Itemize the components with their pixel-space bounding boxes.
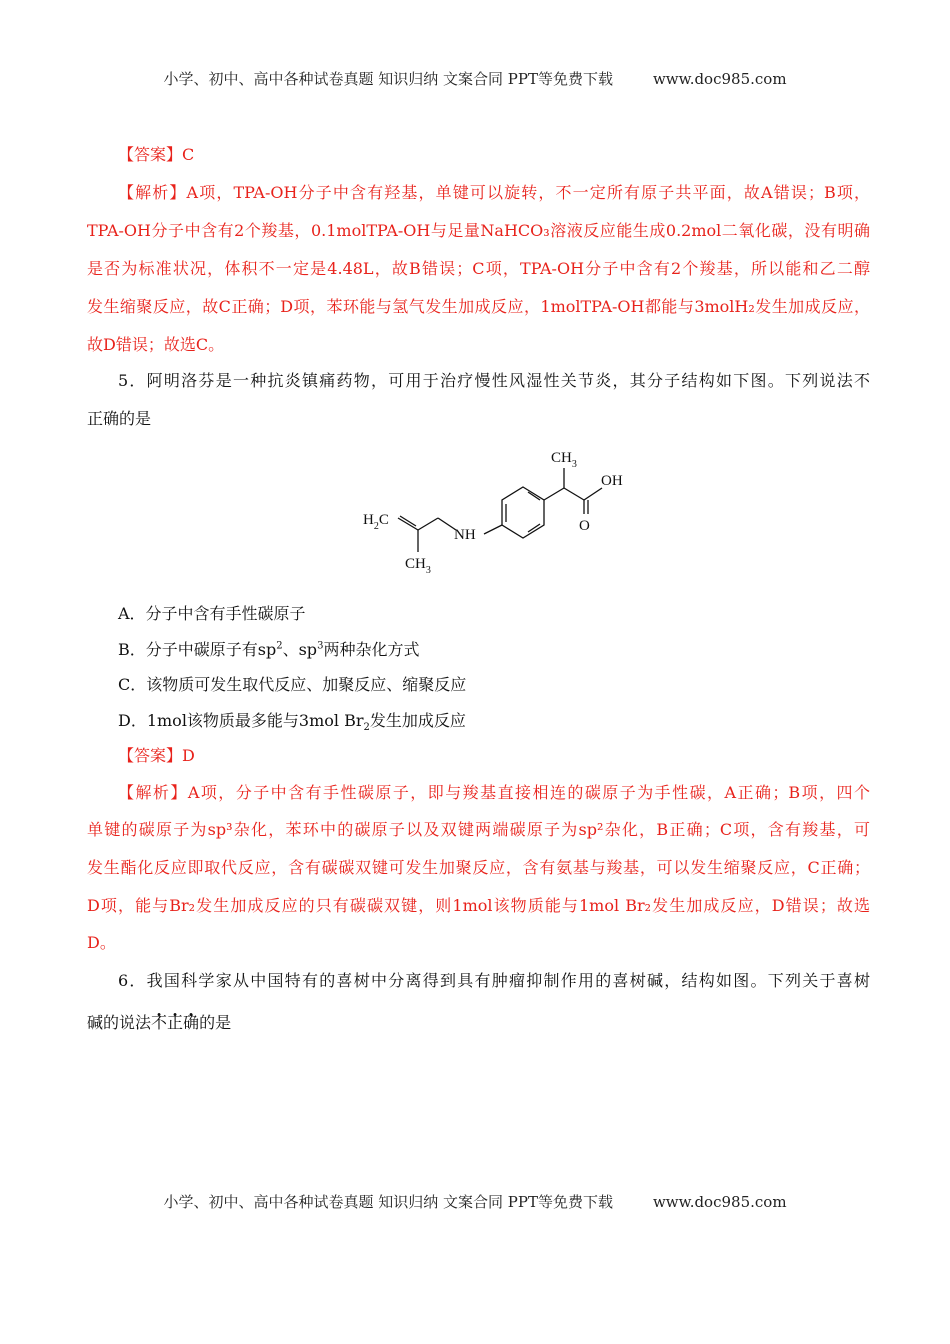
answer-value: D [182,746,195,765]
q4-analysis-line-2: TPA-OH分子中含有2个羧基，0.1molTPA-OH与足量NaHCO₃溶液反应能生成0.2mol二氧化碳，没有明确 [87,221,870,240]
analysis-tag: 【解析】 [118,183,187,202]
molecule-structure [350,442,670,582]
answer-tag: 【答案】 [118,145,183,164]
q4-analysis-line-5: 故D错误；故选C。 [87,335,225,354]
q4-analysis-line-3: 是否为标准状况，体积不一定是4.48L，故B错误；C项，TPA-OH分子中含有2个羧基，所以能和乙二醇 [87,259,870,278]
q6-stem-line-1: 6．我国科学家从中国特有的喜树中分离得到具有肿瘤抑制作用的喜树碱，结构如图。下列关于喜树 [118,971,870,990]
q4-analysis-line-4: 发生缩聚反应，故C正确；D项，苯环能与氢气发生加成反应，1molTPA-OH都能与3molH₂发生加成反应， [87,297,870,316]
q5-analysis-line-2: 单键的碳原子为sp³杂化，苯环中的碳原子以及双键两端碳原子为sp²杂化，B正确；C项，含有羧基，可 [87,820,870,839]
o-label: O [579,518,590,534]
oh-label: OH [601,473,623,489]
q5-option-c: C．该物质可发生取代反应、加聚反应、缩聚反应 [118,675,467,694]
q5-option-d: D．1mol该物质最多能与3mol $Br_2$发生加成反应 [118,711,466,734]
q5-stem-line-1: 5．阿明洛芬是一种抗炎镇痛药物，可用于治疗慢性风湿性关节炎，其分子结构如下图。下列说法不 [118,371,870,390]
q5-analysis-line-1: 【解析】A项，分子中含有手性碳原子，即与羧基直接相连的碳原子为手性碳，A正确；B项，四个 [118,783,870,802]
q4-answer [118,144,194,166]
page-footer [0,1191,950,1212]
ch3-bottom-label: $CH_3$ [405,556,431,576]
answer-value: C [182,145,195,164]
page-header [0,68,950,89]
h2c-label: $H_2C$ [363,512,389,532]
ch3-top-label: $CH_3$ [551,450,577,470]
q5-answer [118,745,195,767]
header-site: www.doc985.com [652,70,787,88]
footer-text: 小学、初中、高中各种试卷真题 知识归纳 文案合同 PPT等免费下载 [163,1193,613,1211]
q5-analysis-line-3: 发生酯化反应即取代反应，含有碳碳双键可发生加聚反应，含有氨基与羧基，可以发生缩聚反应，C正确； [87,858,870,877]
q5-analysis-line-4: D项，能与Br₂发生加成反应的只有碳碳双键，则1mol该物质能与1mol Br₂发生加成反应，D错误；故选 [87,896,870,915]
q5-option-a: A．分子中含有手性碳原子 [118,604,306,623]
q5-stem-line-2: 正确的是 [87,409,152,428]
nh-label: NH [454,527,476,543]
q4-analysis-line-1: 【解析】A项，TPA-OH分子中含有羟基，单键可以旋转，不一定所有原子共平面，故A错误；B项， [118,183,870,202]
analysis-tag: 【解析】 [118,783,188,802]
header-text: 小学、初中、高中各种试卷真题 知识归纳 文案合同 PPT等免费下载 [163,70,613,88]
q5-analysis-line-5: D。 [87,933,116,952]
q5-option-b: B．分子中碳原子有$sp^2$、$sp^3$两种杂化方式 [118,640,420,659]
answer-tag: 【答案】 [118,746,183,765]
q6-stem-line-2: 碱的说法不正确的是 [87,1013,232,1032]
footer-site: www.doc985.com [652,1193,787,1211]
